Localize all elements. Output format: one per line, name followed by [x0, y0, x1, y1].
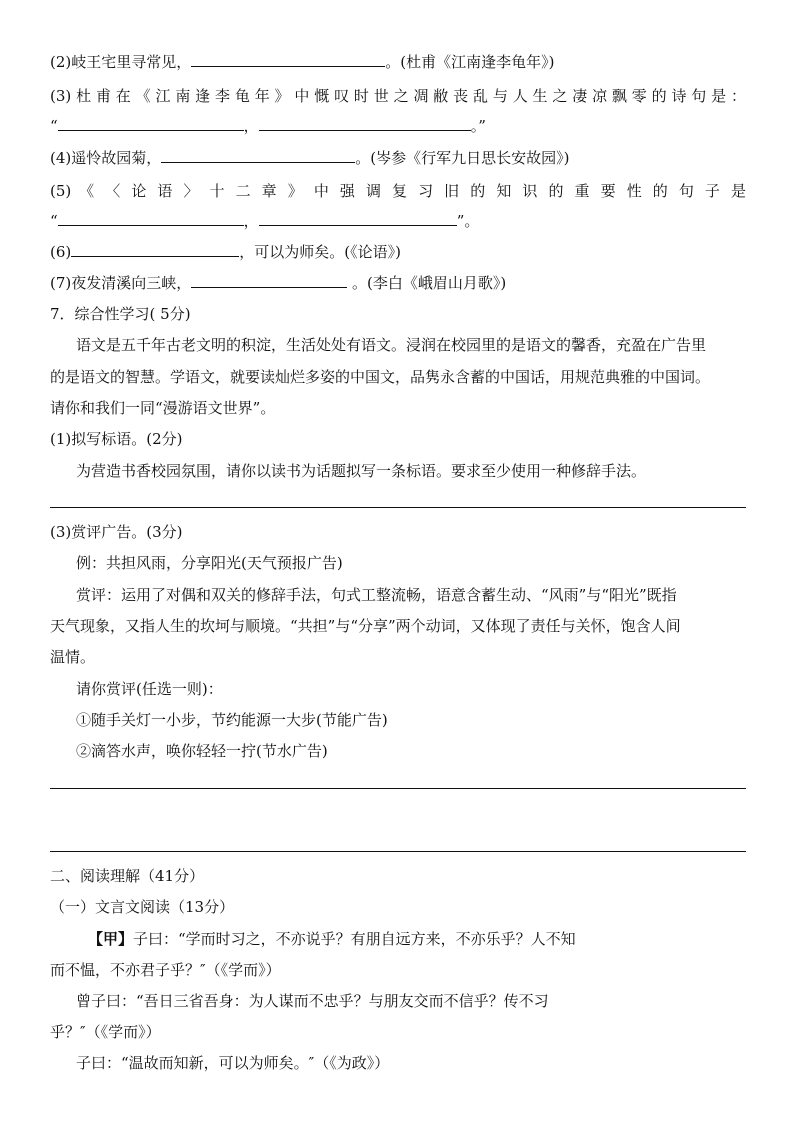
- sub-question-3-title: (3)赏评广告。(3分): [50, 523, 183, 541]
- close-quote: 。”: [470, 117, 486, 135]
- zeng-line-1: 曾子曰：“吾日三省吾身：为人谋而不忠乎？与朋友交而不信乎？传不习: [76, 992, 549, 1010]
- question-6-prefix: (6): [50, 243, 72, 261]
- answer-blank[interactable]: [259, 211, 457, 226]
- zeng-line-2: 乎？″（《学而》）: [50, 1023, 161, 1041]
- answer-line[interactable]: [50, 788, 746, 789]
- section-7-paragraph-line-3: 请你和我们一同“漫游语文世界”。: [50, 399, 276, 417]
- question-4-suffix: 。(岑参《行军九日思长安故园》): [355, 149, 570, 167]
- review-line-1: 赏评：运用了对偶和双关的修辞手法，句式工整流畅，语意含蓄生动、“风雨”与“阳光”既指: [76, 586, 677, 604]
- question-7: [50, 273, 746, 293]
- question-2: [50, 52, 746, 72]
- question-3-answer: [50, 116, 746, 136]
- open-quote: “: [50, 212, 58, 230]
- answer-line[interactable]: [50, 507, 746, 508]
- jia-text-1: 子曰：“学而时习之，不亦说乎？有朋自远方来，不亦乐乎？人不知: [133, 930, 576, 948]
- question-3-text: (3)杜甫在《江南逢李龟年》中慨叹时世之凋敝丧乱与人生之凄凉飘零的诗句是：: [50, 87, 746, 105]
- question-7-prefix: (7)夜发清溪向三峡，: [50, 274, 192, 292]
- sub-question-1-title: (1)拟写标语。(2分): [50, 430, 183, 448]
- comma: ，: [243, 117, 259, 135]
- last-line: 子曰：“温故而知新，可以为师矣。″（《为政》）: [76, 1054, 390, 1072]
- question-7-suffix: 。(李白《峨眉山月歌》): [347, 274, 507, 292]
- question-6: [50, 242, 746, 262]
- jia-line-2: 而不愠，不亦君子乎？″（《学而》）: [50, 961, 281, 979]
- part-2-subtitle: （一）文言文阅读（13分）: [50, 898, 235, 916]
- comma: ，: [243, 212, 259, 230]
- review-line-2: 天气现象，又指人生的坎坷与顺境。“共担”与“分享”两个动词，又体现了责任与关怀，饱含人间: [50, 617, 681, 635]
- open-quote: “: [50, 117, 58, 135]
- question-5-text: (5) 《 〈 论 语 〉 十 二 章 》 中 强 调 复 习 旧 的 知 识 的 重 要 性 的 句 子 是: [50, 182, 746, 200]
- question-2-prefix: (2)岐王宅里寻常见，: [50, 53, 192, 71]
- question-5-answer: [50, 211, 746, 231]
- answer-blank[interactable]: [58, 116, 244, 131]
- option-2: ②滴答水声，唤你轻轻一拧(节水广告): [76, 742, 328, 760]
- part-2-title: 二、阅读理解（41分）: [50, 867, 205, 885]
- question-2-suffix: 。(杜甫《江南逢李龟年》): [385, 53, 555, 71]
- jia-label: 【甲】: [88, 930, 134, 948]
- sub-question-1-text: 为营造书香校园氛围，请你以读书为话题拟写一条标语。要求至少使用一种修辞手法。: [76, 462, 647, 480]
- answer-blank[interactable]: [191, 52, 385, 67]
- jia-line-1: [88, 929, 746, 949]
- answer-blank[interactable]: [58, 211, 244, 226]
- section-7-paragraph-line-1: 语文是五千年古老文明的积淀，生活处处有语文。浸润在校园里的是语文的馨香，充盈在广告里: [76, 336, 707, 354]
- question-4: [50, 148, 746, 168]
- close-quote: ”。: [456, 212, 480, 230]
- answer-blank[interactable]: [161, 148, 355, 163]
- example-line: 例：共担风雨，分享阳光(天气预报广告): [76, 554, 343, 572]
- question-4-prefix: (4)遥怜故园菊，: [50, 149, 162, 167]
- section-7-paragraph-line-2: 的是语文的智慧。学语文，就要读灿烂多姿的中国文，品隽永含蓄的中国话，用规范典雅的中国词。: [50, 368, 711, 386]
- answer-blank[interactable]: [191, 273, 347, 288]
- section-7-title: 7．综合性学习( 5分): [50, 305, 191, 323]
- option-1: ①随手关灯一小步，节约能源一大步(节能广告): [76, 711, 388, 729]
- question-6-suffix: ，可以为师矣。(《论语》): [239, 243, 401, 261]
- answer-blank[interactable]: [71, 242, 239, 257]
- answer-line[interactable]: [50, 851, 746, 852]
- review-prompt: 请你赏评(任选一则)：: [76, 680, 223, 698]
- review-line-3: 温情。: [50, 648, 96, 666]
- answer-blank[interactable]: [259, 116, 471, 131]
